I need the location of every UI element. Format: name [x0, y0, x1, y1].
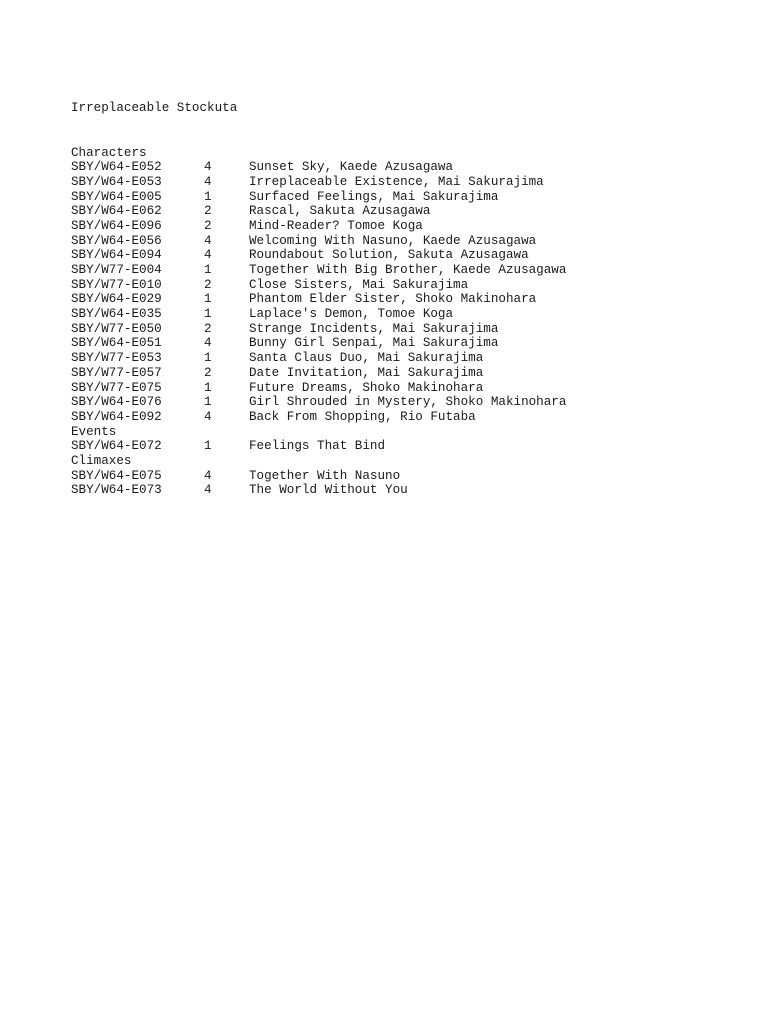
card-quantity: 2	[204, 218, 212, 233]
card-name: Back From Shopping, Rio Futaba	[249, 409, 476, 424]
card-name: Strange Incidents, Mai Sakurajima	[249, 321, 499, 336]
card-name: Close Sisters, Mai Sakurajima	[249, 277, 469, 292]
card-quantity: 1	[204, 351, 212, 366]
card-quantity: 1	[204, 380, 212, 395]
card-quantity: 4	[204, 483, 212, 498]
card-code: SBY/W64-E073	[71, 483, 162, 498]
card-code: SBY/W77-E075	[71, 380, 162, 395]
card-row	[71, 174, 544, 190]
card-quantity: 4	[204, 409, 212, 424]
card-row	[71, 233, 537, 249]
card-row	[71, 468, 401, 484]
card-code: SBY/W77-E057	[71, 365, 162, 380]
card-code: SBY/W64-E035	[71, 307, 162, 322]
card-quantity: 4	[204, 160, 212, 175]
card-name: Date Invitation, Mai Sakurajima	[249, 365, 484, 380]
card-row	[71, 439, 386, 454]
card-quantity: 4	[204, 174, 212, 189]
card-code: SBY/W64-E029	[71, 292, 162, 307]
card-row	[71, 263, 567, 278]
card-code: SBY/W64-E005	[71, 189, 162, 204]
card-quantity: 4	[204, 233, 212, 248]
section-heading: Characters	[71, 145, 147, 160]
card-row	[71, 292, 537, 307]
card-row	[71, 336, 499, 351]
card-code: SBY/W64-E094	[71, 248, 162, 263]
card-quantity: 4	[204, 336, 212, 351]
card-row	[71, 483, 408, 498]
card-row	[71, 321, 499, 337]
card-code: SBY/W77-E050	[71, 321, 162, 336]
section-heading: Climaxes	[71, 453, 132, 468]
card-code: SBY/W64-E051	[71, 336, 162, 351]
card-code: SBY/W64-E056	[71, 233, 162, 248]
card-row	[71, 189, 499, 205]
card-row	[71, 160, 454, 175]
card-name: Sunset Sky, Kaede Azusagawa	[249, 160, 454, 175]
decklist-document	[71, 72, 567, 513]
card-quantity: 2	[204, 204, 212, 219]
card-code: SBY/W77-E004	[71, 263, 162, 277]
card-name: Santa Claus Duo, Mai Sakurajima	[249, 351, 484, 366]
card-code: SBY/W64-E053	[71, 174, 162, 189]
card-name: Phantom Elder Sister, Shoko Makinohara	[249, 292, 537, 307]
card-code: SBY/W64-E062	[71, 204, 162, 219]
card-row	[71, 409, 476, 425]
card-row	[71, 204, 431, 219]
card-quantity: 2	[204, 277, 212, 292]
card-code: SBY/W64-E052	[71, 160, 162, 175]
card-row	[71, 248, 529, 263]
card-name: Mind-Reader? Tomoe Koga	[249, 218, 423, 233]
card-quantity: 2	[204, 365, 212, 380]
card-code: SBY/W64-E096	[71, 218, 162, 233]
card-code: SBY/W64-E076	[71, 395, 162, 410]
card-row	[71, 277, 469, 293]
deck-title: Irreplaceable Stockuta	[71, 101, 238, 116]
decklist-sections	[71, 145, 567, 499]
card-name: Feelings That Bind	[249, 439, 386, 454]
card-code: SBY/W64-E072	[71, 439, 162, 454]
card-name: Together With Big Brother, Kaede Azusagawa	[249, 263, 567, 277]
card-name: Irreplaceable Existence, Mai Sakurajima	[249, 174, 544, 189]
card-name: The World Without You	[249, 483, 408, 498]
card-code: SBY/W77-E010	[71, 277, 162, 292]
card-quantity: 1	[204, 439, 212, 454]
card-quantity: 1	[204, 263, 212, 277]
card-row	[71, 365, 484, 381]
card-row	[71, 395, 567, 410]
card-code: SBY/W77-E053	[71, 351, 162, 366]
card-name: Bunny Girl Senpai, Mai Sakurajima	[249, 336, 499, 351]
card-name: Welcoming With Nasuno, Kaede Azusagawa	[249, 233, 537, 248]
card-row	[71, 307, 454, 322]
card-quantity: 4	[204, 468, 212, 483]
card-row	[71, 218, 423, 234]
card-name: Rascal, Sakuta Azusagawa	[249, 204, 431, 219]
card-quantity: 1	[204, 189, 212, 204]
card-quantity: 2	[204, 321, 212, 336]
card-quantity: 1	[204, 292, 212, 307]
section-heading: Events	[71, 424, 117, 439]
card-name: Roundabout Solution, Sakuta Azusagawa	[249, 248, 529, 263]
card-row	[71, 351, 484, 366]
card-code: SBY/W64-E075	[71, 468, 162, 483]
card-name: Future Dreams, Shoko Makinohara	[249, 380, 484, 395]
card-quantity: 1	[204, 395, 212, 410]
card-row	[71, 380, 484, 396]
card-name: Girl Shrouded in Mystery, Shoko Makinohara	[249, 395, 567, 410]
card-name: Surfaced Feelings, Mai Sakurajima	[249, 189, 499, 204]
card-code: SBY/W64-E092	[71, 409, 162, 424]
card-quantity: 1	[204, 307, 212, 322]
card-name: Together With Nasuno	[249, 468, 401, 483]
card-quantity: 4	[204, 248, 212, 263]
card-name: Laplace's Demon, Tomoe Koga	[249, 307, 454, 322]
